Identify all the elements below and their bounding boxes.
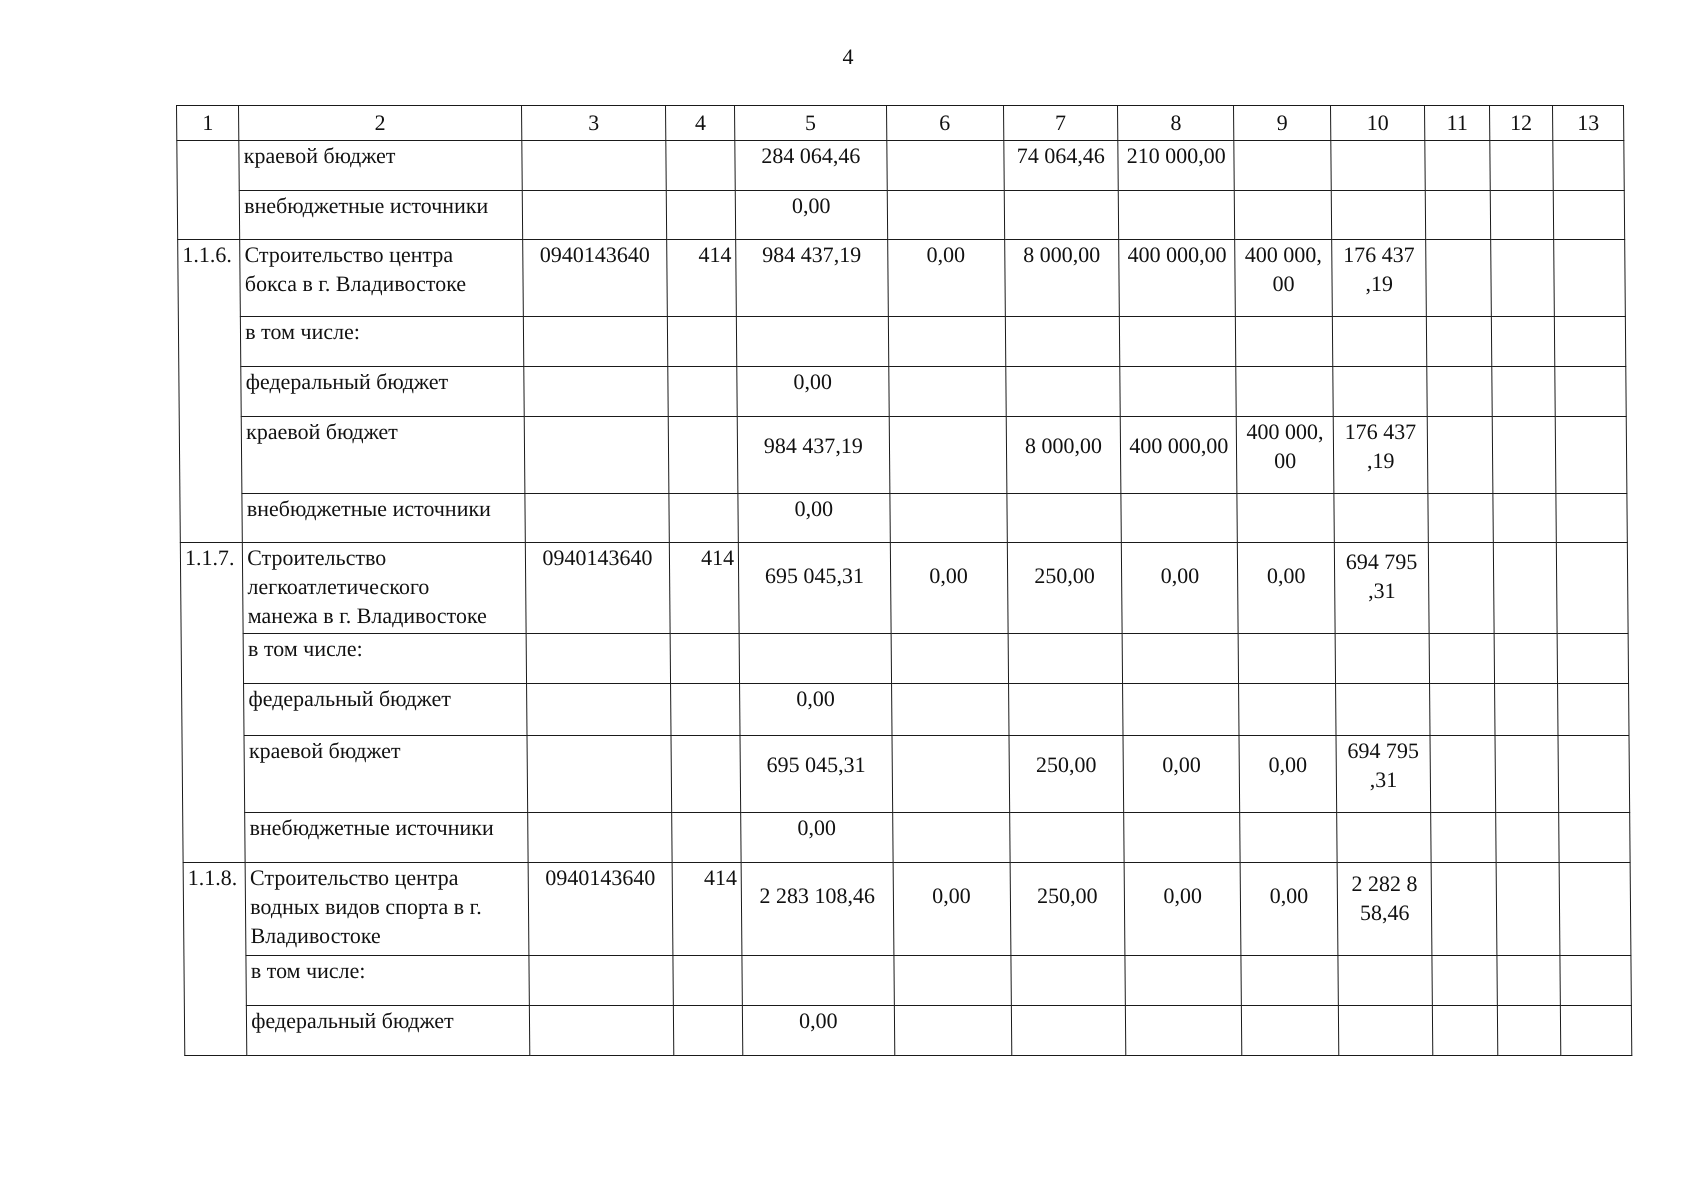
kvr-cell: 414 xyxy=(667,240,736,317)
year-cell: 0,00 xyxy=(887,240,1005,317)
year-cell xyxy=(1241,956,1338,1006)
row-label: федеральный бюджет xyxy=(241,367,524,417)
header-cell: 2 xyxy=(239,106,522,141)
kbk-cell xyxy=(529,1006,674,1056)
header-cell: 1 xyxy=(177,106,240,141)
year-cell xyxy=(1490,240,1554,317)
kvr-cell xyxy=(668,367,737,417)
year-cell xyxy=(1490,141,1554,191)
header-cell: 13 xyxy=(1553,106,1624,141)
row-label: краевой бюджет xyxy=(244,736,527,813)
year-cell xyxy=(1553,141,1624,191)
year-cell xyxy=(1239,684,1336,736)
year-cell xyxy=(1004,191,1119,240)
kvr-cell xyxy=(673,956,742,1006)
row-label: Строительство легкоатлетического манежа в г. Владивостоке xyxy=(243,543,526,634)
year-cell xyxy=(1492,417,1556,494)
year-cell xyxy=(1428,417,1493,494)
table-row xyxy=(184,1006,1631,1056)
header-cell: 3 xyxy=(521,106,666,141)
total-cell xyxy=(737,317,889,367)
year-cell xyxy=(1331,141,1426,191)
kbk-cell xyxy=(523,367,668,417)
year-cell: 0,00 xyxy=(1124,863,1241,956)
budget-table xyxy=(176,105,1632,1056)
year-cell xyxy=(1238,634,1335,684)
year-cell xyxy=(1425,141,1490,191)
year-cell xyxy=(1235,191,1332,240)
kvr-cell xyxy=(672,813,741,863)
table-row xyxy=(179,417,1627,494)
year-cell xyxy=(1009,813,1124,863)
kvr-cell xyxy=(668,317,737,367)
year-cell: 694 795 ,31 xyxy=(1334,543,1429,634)
year-cell xyxy=(1553,191,1624,240)
kbk-cell xyxy=(526,634,671,684)
kbk-cell xyxy=(524,494,669,543)
year-cell: 694 795 ,31 xyxy=(1336,736,1431,813)
year-cell: 400 000, 00 xyxy=(1236,417,1333,494)
year-cell: 8 000,00 xyxy=(1006,417,1122,494)
year-cell: 2 282 8 58,46 xyxy=(1337,863,1432,956)
kvr-cell xyxy=(674,1006,743,1056)
year-cell xyxy=(1494,684,1558,736)
year-cell: 0,00 xyxy=(1122,543,1239,634)
year-cell xyxy=(1559,863,1631,956)
year-cell xyxy=(1125,956,1241,1006)
year-cell xyxy=(1240,813,1337,863)
year-cell: 0,00 xyxy=(890,543,1008,634)
year-cell xyxy=(1335,634,1430,684)
year-cell xyxy=(1429,634,1494,684)
year-cell xyxy=(889,417,1007,494)
kbk-cell xyxy=(523,317,668,367)
year-cell xyxy=(1334,494,1429,543)
index-cell: 1.1.6. xyxy=(178,240,243,543)
year-cell xyxy=(1555,367,1626,417)
year-cell xyxy=(1496,863,1560,956)
year-cell xyxy=(1337,813,1432,863)
year-cell xyxy=(1008,684,1123,736)
total-cell: 0,00 xyxy=(740,684,892,736)
kvr-cell xyxy=(671,684,740,736)
year-cell xyxy=(1011,1006,1126,1056)
kbk-cell xyxy=(527,813,672,863)
kvr-cell: 414 xyxy=(670,543,739,634)
kbk-cell xyxy=(521,141,666,191)
year-cell xyxy=(1495,736,1559,813)
header-row xyxy=(177,106,1624,141)
table-row xyxy=(183,863,1631,956)
row-label: внебюджетные источники xyxy=(239,191,522,240)
kvr-cell xyxy=(671,736,740,813)
year-cell xyxy=(1008,634,1123,684)
year-cell xyxy=(1426,240,1491,317)
kvr-cell xyxy=(669,417,738,494)
year-cell xyxy=(886,141,1003,191)
header-cell: 11 xyxy=(1425,106,1490,141)
year-cell xyxy=(1429,543,1494,634)
year-cell xyxy=(1430,736,1495,813)
header-cell: 9 xyxy=(1234,106,1331,141)
year-cell xyxy=(1010,956,1125,1006)
year-cell xyxy=(1556,543,1628,634)
year-cell xyxy=(1427,367,1492,417)
kvr-cell xyxy=(671,634,740,684)
header-cell: 5 xyxy=(735,106,887,141)
year-cell xyxy=(1495,813,1559,863)
total-cell: 0,00 xyxy=(741,813,893,863)
year-cell xyxy=(1006,494,1121,543)
year-cell xyxy=(1559,813,1630,863)
year-cell xyxy=(1497,1006,1561,1056)
row-label: в том числе: xyxy=(246,956,529,1006)
year-cell: 176 437 ,19 xyxy=(1332,240,1427,317)
year-cell: 74 064,46 xyxy=(1003,141,1118,191)
kbk-cell xyxy=(527,736,673,813)
row-label: Строительство центра бокса в г. Владивостоке xyxy=(240,240,523,317)
table-row xyxy=(184,956,1631,1006)
year-cell xyxy=(1555,417,1627,494)
year-cell xyxy=(893,956,1010,1006)
year-cell xyxy=(1123,684,1239,736)
year-cell xyxy=(888,367,1005,417)
table-row xyxy=(182,684,1629,736)
table-row xyxy=(183,813,1630,863)
year-cell xyxy=(1119,191,1235,240)
year-cell xyxy=(888,317,1005,367)
year-cell xyxy=(1493,494,1557,543)
total-cell: 0,00 xyxy=(743,1006,895,1056)
year-cell xyxy=(1234,141,1331,191)
row-label: в том числе: xyxy=(241,317,524,367)
total-cell: 0,00 xyxy=(738,494,890,543)
year-cell: 0,00 xyxy=(1239,736,1336,813)
year-cell xyxy=(1338,956,1433,1006)
year-cell xyxy=(1005,317,1120,367)
index-cell: 1.1.8. xyxy=(183,863,247,1056)
year-cell xyxy=(1126,1006,1242,1056)
total-cell xyxy=(742,956,894,1006)
row-label: внебюджетные источники xyxy=(245,813,528,863)
table-row xyxy=(177,141,1624,191)
year-cell xyxy=(1492,367,1556,417)
year-cell xyxy=(1427,317,1492,367)
header-cell: 6 xyxy=(886,106,1003,141)
year-cell xyxy=(1433,1006,1498,1056)
year-cell xyxy=(1557,634,1628,684)
year-cell xyxy=(1554,317,1625,367)
year-cell xyxy=(1494,634,1558,684)
kbk-cell xyxy=(524,417,670,494)
year-cell xyxy=(1121,494,1237,543)
table-row xyxy=(182,736,1630,813)
table-row xyxy=(180,494,1627,543)
kbk-cell: 0940143640 xyxy=(522,240,668,317)
table-row xyxy=(178,317,1625,367)
kbk-cell: 0940143640 xyxy=(525,543,671,634)
year-cell xyxy=(1490,191,1554,240)
year-cell xyxy=(1237,494,1334,543)
year-cell: 0,00 xyxy=(1238,543,1335,634)
year-cell: 250,00 xyxy=(1010,863,1126,956)
year-cell: 0,00 xyxy=(893,863,1011,956)
index-cell: 1.1.7. xyxy=(180,543,245,863)
year-cell xyxy=(1333,367,1428,417)
table-row xyxy=(181,634,1628,684)
year-cell xyxy=(891,634,1008,684)
kvr-cell xyxy=(669,494,738,543)
year-cell xyxy=(1430,684,1495,736)
year-cell xyxy=(1554,240,1626,317)
year-cell xyxy=(1426,191,1491,240)
year-cell: 176 437 ,19 xyxy=(1333,417,1428,494)
table-row xyxy=(180,543,1628,634)
year-cell xyxy=(1335,684,1430,736)
year-cell: 0,00 xyxy=(1240,863,1337,956)
year-cell: 250,00 xyxy=(1009,736,1125,813)
row-label: краевой бюджет xyxy=(241,417,524,494)
year-cell xyxy=(892,736,1010,813)
year-cell xyxy=(892,813,1009,863)
year-cell xyxy=(1556,494,1627,543)
year-cell xyxy=(1122,634,1238,684)
index-cell xyxy=(177,141,240,240)
year-cell xyxy=(1331,191,1426,240)
year-cell xyxy=(1558,684,1629,736)
year-cell xyxy=(1560,1006,1631,1056)
kvr-cell: 414 xyxy=(673,863,742,956)
year-cell xyxy=(1236,367,1333,417)
year-cell: 0,00 xyxy=(1123,736,1240,813)
header-cell: 7 xyxy=(1003,106,1118,141)
kbk-cell xyxy=(528,956,673,1006)
year-cell: 210 000,00 xyxy=(1118,141,1234,191)
page-number: 4 xyxy=(842,44,854,69)
year-cell xyxy=(1432,956,1497,1006)
kvr-cell xyxy=(666,141,735,191)
year-cell: 400 000,00 xyxy=(1119,240,1236,317)
header-cell: 4 xyxy=(666,106,735,141)
row-label: в том числе: xyxy=(243,634,526,684)
table-row xyxy=(177,191,1624,240)
kbk-cell xyxy=(526,684,671,736)
year-cell xyxy=(891,684,1008,736)
header-cell: 10 xyxy=(1330,106,1425,141)
year-cell xyxy=(1332,317,1427,367)
total-cell: 695 045,31 xyxy=(740,736,892,813)
row-label: федеральный бюджет xyxy=(244,684,527,736)
kvr-cell xyxy=(667,191,736,240)
total-cell: 2 283 108,46 xyxy=(741,863,893,956)
header-cell: 8 xyxy=(1118,106,1234,141)
year-cell xyxy=(1431,813,1496,863)
kbk-cell: 0940143640 xyxy=(528,863,674,956)
year-cell xyxy=(1560,956,1631,1006)
total-cell: 284 064,46 xyxy=(735,141,887,191)
year-cell xyxy=(1120,367,1236,417)
year-cell xyxy=(1005,367,1120,417)
year-cell: 8 000,00 xyxy=(1004,240,1120,317)
year-cell xyxy=(1493,543,1557,634)
year-cell xyxy=(1431,863,1496,956)
year-cell xyxy=(1124,813,1240,863)
year-cell xyxy=(1236,317,1333,367)
table-row xyxy=(179,367,1626,417)
total-cell: 0,00 xyxy=(735,191,887,240)
row-label: федеральный бюджет xyxy=(247,1006,530,1056)
year-cell xyxy=(1338,1006,1433,1056)
kbk-cell xyxy=(522,191,667,240)
total-cell: 984 437,19 xyxy=(737,417,889,494)
total-cell xyxy=(739,634,891,684)
year-cell xyxy=(1558,736,1630,813)
total-cell: 695 045,31 xyxy=(738,543,890,634)
year-cell: 250,00 xyxy=(1007,543,1123,634)
year-cell xyxy=(887,191,1004,240)
total-cell: 0,00 xyxy=(737,367,889,417)
header-cell: 12 xyxy=(1489,106,1553,141)
year-cell xyxy=(1428,494,1493,543)
row-label: краевой бюджет xyxy=(239,141,522,191)
table-row xyxy=(178,240,1626,317)
row-label: внебюджетные источники xyxy=(242,494,525,543)
year-cell: 400 000,00 xyxy=(1121,417,1238,494)
year-cell xyxy=(1120,317,1236,367)
year-cell xyxy=(1242,1006,1339,1056)
year-cell xyxy=(894,1006,1011,1056)
year-cell xyxy=(889,494,1006,543)
year-cell xyxy=(1497,956,1561,1006)
row-label: Строительство центра водных видов спорта в г. Владивостоке xyxy=(245,863,528,956)
year-cell: 400 000, 00 xyxy=(1235,240,1332,317)
total-cell: 984 437,19 xyxy=(736,240,888,317)
year-cell xyxy=(1491,317,1555,367)
